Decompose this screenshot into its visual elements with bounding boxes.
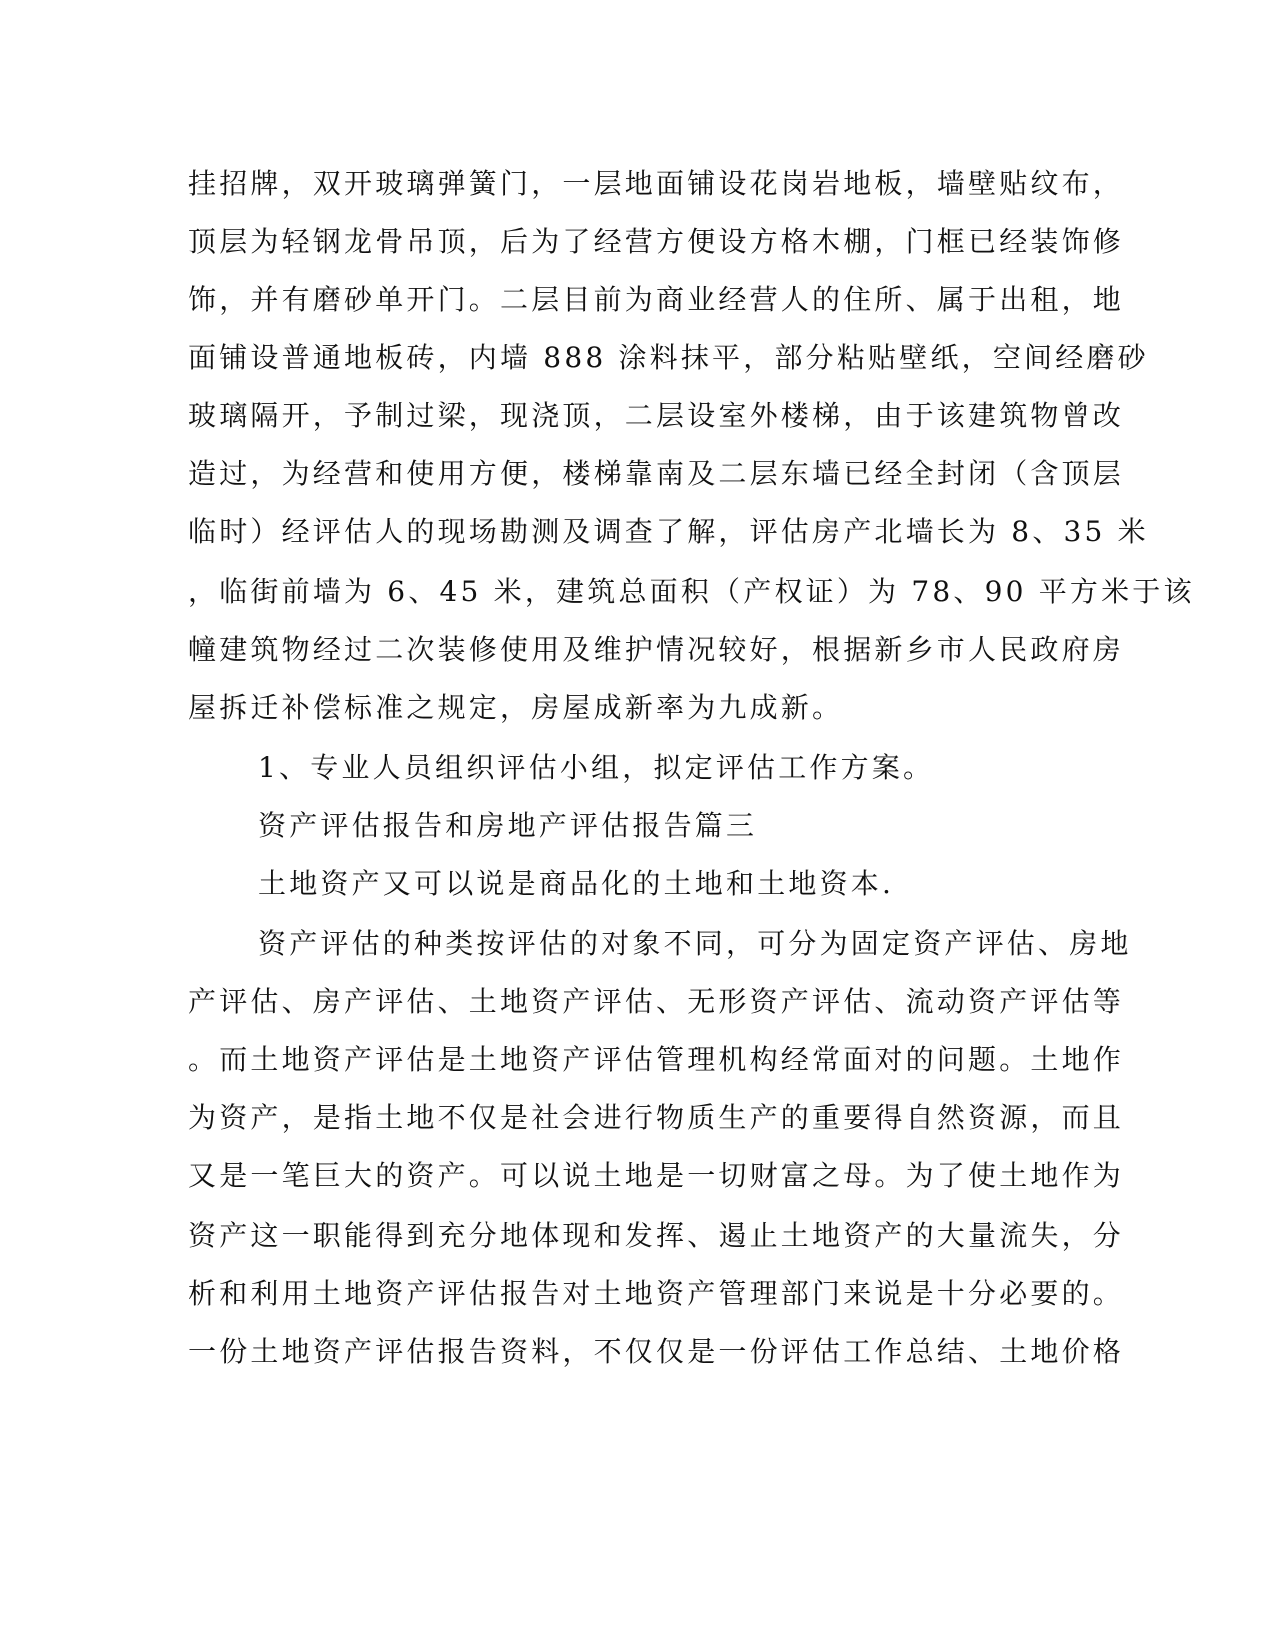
text-line: 幢建筑物经过二次装修使用及维护情况较好，根据新乡市人民政府房 <box>188 633 1125 666</box>
text-line: 资产这一职能得到充分地体现和发挥、遏止土地资产的大量流失，分 <box>188 1219 1125 1252</box>
text-line: 饰，并有磨砂单开门。二层目前为商业经营人的住所、属于出租，地 <box>188 283 1125 316</box>
text-line: 。而土地资产评估是土地资产评估管理机构经常面对的问题。土地作 <box>188 1043 1125 1076</box>
section-heading: 资产评估报告和房地产评估报告篇三 <box>258 809 758 842</box>
text-line: 临时）经评估人的现场勘测及调查了解，评估房产北墙长为 8、35 米 <box>188 515 1149 548</box>
text-line: 顶层为轻钢龙骨吊顶，后为了经营方便设方格木棚，门框已经装饰修 <box>188 225 1125 258</box>
text-line: 挂招牌，双开玻璃弹簧门，一层地面铺设花岗岩地板，墙壁贴纹布， <box>188 167 1125 200</box>
text-line: 玻璃隔开，予制过梁，现浇顶，二层设室外楼梯，由于该建筑物曾改 <box>188 399 1125 432</box>
text-line: 析和利用土地资产评估报告对土地资产管理部门来说是十分必要的。 <box>188 1277 1125 1310</box>
text-line: 造过，为经营和使用方便，楼梯靠南及二层东墙已经全封闭（含顶层 <box>188 457 1125 490</box>
text-line: 面铺设普通地板砖，内墙 888 涂料抹平，部分粘贴壁纸，空间经磨砂 <box>188 341 1149 374</box>
paragraph-lead: 土地资产又可以说是商品化的土地和土地资本. <box>258 867 895 900</box>
text-line: ，临街前墙为 6、45 米，建筑总面积（产权证）为 78、90 平方米于该 <box>188 575 1195 608</box>
text-line: 一份土地资产评估报告资料，不仅仅是一份评估工作总结、土地价格 <box>188 1335 1125 1368</box>
text-line: 又是一笔巨大的资产。可以说土地是一切财富之母。为了使土地作为 <box>188 1159 1125 1192</box>
text-line: 为资产，是指土地不仅是社会进行物质生产的重要得自然资源，而且 <box>188 1101 1125 1134</box>
text-line: 产评估、房产评估、土地资产评估、无形资产评估、流动资产评估等 <box>188 985 1125 1018</box>
numbered-item: 1、专业人员组织评估小组，拟定评估工作方案。 <box>258 751 935 784</box>
paragraph-start: 资产评估的种类按评估的对象不同，可分为固定资产评估、房地 <box>258 927 1132 960</box>
text-line: 屋拆迁补偿标准之规定，房屋成新率为九成新。 <box>188 691 844 724</box>
